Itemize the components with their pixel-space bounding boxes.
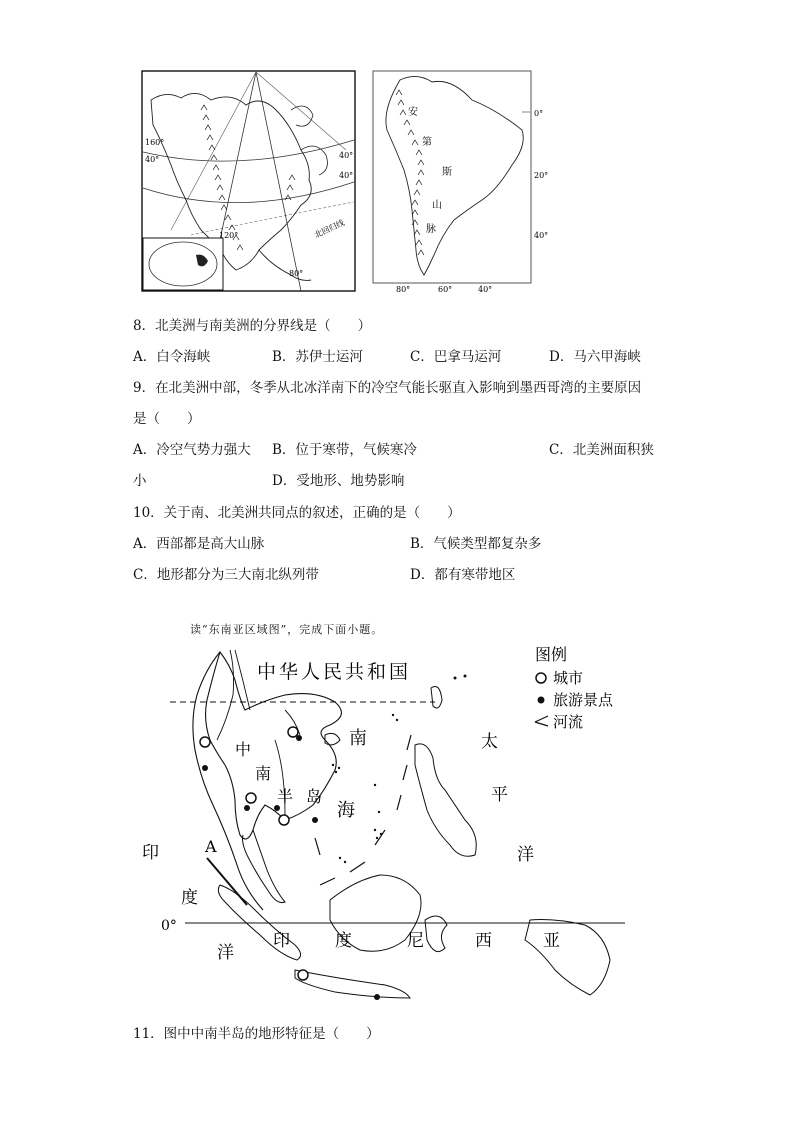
legend-title: 图例 xyxy=(535,645,568,664)
label-ping: 平 xyxy=(491,785,508,805)
sa-lon40-label: 40° xyxy=(478,285,493,294)
question-8-option-d[interactable]: D．马六甲海峡 xyxy=(549,349,641,365)
question-8-stem: 8．北美洲与南美洲的分界线是（ ） xyxy=(133,318,372,334)
sa-lon60-label: 60° xyxy=(438,285,453,294)
question-8-option-b[interactable]: B．苏伊士运河 xyxy=(272,349,363,365)
question-10-stem: 10．关于南、北美洲共同点的叙述，正确的是（ ） xyxy=(133,505,461,521)
tropic-label: 北回归线 xyxy=(313,218,346,240)
label-nan-peninsula: 南 xyxy=(255,764,272,783)
label-indonesia-4: 西 xyxy=(475,931,492,951)
legend-spot: 旅游景点 xyxy=(553,691,614,709)
question-10-option-b[interactable]: B．气候类型都复杂多 xyxy=(410,536,542,552)
question-9-option-c-wrap: 小 xyxy=(133,473,147,489)
question-8-option-a[interactable]: A．白令海峡 xyxy=(133,349,211,365)
question-9-option-d[interactable]: D．受地形、地势影响 xyxy=(272,473,405,489)
south-america-map-svg xyxy=(372,70,549,294)
label-tai: 太 xyxy=(481,732,498,752)
question-10-option-d[interactable]: D．都有寒带地区 xyxy=(410,567,516,583)
sa-lat20-label: 20° xyxy=(534,171,549,180)
legend-city: 城市 xyxy=(553,669,584,687)
sea-map-caption: 读“东南亚区域图”，完成下面小题。 xyxy=(190,623,384,636)
sa-label-di: 第 xyxy=(422,137,432,148)
legend-river: 河流 xyxy=(553,713,584,731)
sa-lon80-label: 80° xyxy=(396,285,411,294)
label-indonesia-5: 亚 xyxy=(543,931,560,951)
question-8-option-c[interactable]: C．巴拿马运河 xyxy=(410,349,502,365)
question-11-stem: 11．图中中南半岛的地形特征是（ ） xyxy=(133,1026,380,1042)
question-10-option-c[interactable]: C．地形都分为三大南北纵列带 xyxy=(133,567,319,583)
label-strait-a: A xyxy=(205,837,217,856)
label-zhong: 中 xyxy=(235,740,252,759)
lon120-label: 120° xyxy=(219,231,239,240)
sa-label-shan: 山 xyxy=(432,200,442,211)
label-nan-sea: 南 xyxy=(349,728,367,749)
question-9-option-c[interactable]: C．北美洲面积狭 xyxy=(549,442,654,458)
label-indonesia-2: 度 xyxy=(335,931,352,951)
lat40-label-right: 40° xyxy=(339,151,354,160)
question-9-option-b[interactable]: B．位于寒带，气候寒冷 xyxy=(272,442,417,458)
label-du: 度 xyxy=(181,888,198,908)
south-america-map xyxy=(372,70,549,294)
sa-lat0-label: 0° xyxy=(534,109,544,118)
lat40-label-right2: 40° xyxy=(339,171,354,180)
southeast-asia-map xyxy=(135,640,635,1010)
sa-lat40-label: 40° xyxy=(534,231,549,240)
lat160-label: 160° xyxy=(145,138,165,147)
question-9-stem-line1: 9．在北美洲中部，冬季从北冰洋南下的冷空气能长驱直入影响到墨西哥湾的主要原因 xyxy=(133,380,642,396)
question-10-option-a[interactable]: A．西部都是高大山脉 xyxy=(133,536,265,552)
north-america-map xyxy=(141,70,356,292)
north-america-map-svg xyxy=(141,70,356,292)
sa-label-an: 安 xyxy=(408,107,418,118)
label-indian-yang: 洋 xyxy=(217,943,234,963)
label-hai: 海 xyxy=(337,800,355,821)
lon80-label: 80° xyxy=(289,269,304,278)
sa-label-mai: 脉 xyxy=(426,224,436,235)
question-9-stem-line2: 是（ ） xyxy=(133,411,201,427)
label-yin: 印 xyxy=(142,843,159,863)
label-china: 中华人民共和国 xyxy=(257,661,412,683)
label-dao: 岛 xyxy=(306,787,323,806)
lat40-label-left: 40° xyxy=(145,155,160,164)
label-pacific-yang: 洋 xyxy=(517,845,534,865)
question-9-option-a[interactable]: A．冷空气势力强大 xyxy=(133,442,251,458)
label-indonesia-1: 印 xyxy=(273,931,290,951)
label-equator: 0° xyxy=(161,918,177,934)
label-ban: 半 xyxy=(277,787,294,806)
sa-label-si: 斯 xyxy=(442,167,452,178)
label-indonesia-3: 尼 xyxy=(407,931,424,951)
southeast-asia-map-svg xyxy=(135,640,635,1010)
